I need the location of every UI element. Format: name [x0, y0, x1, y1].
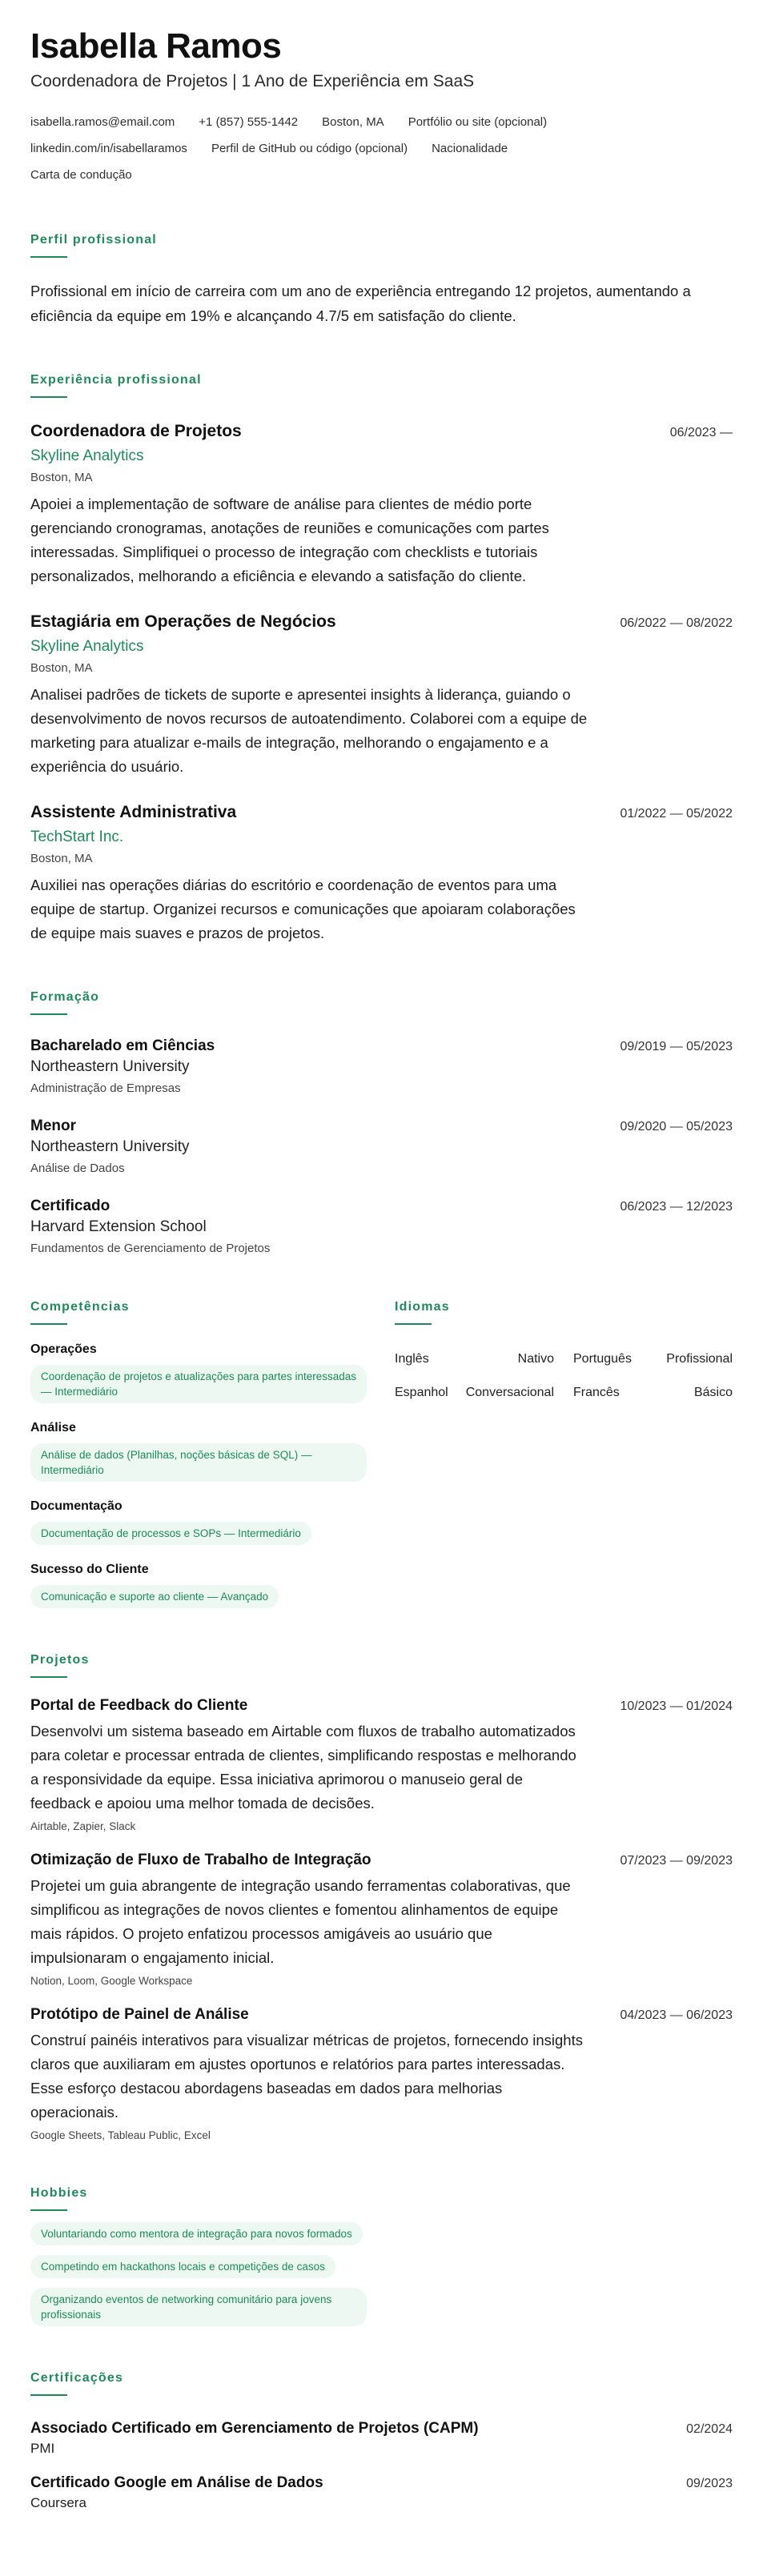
job-title: Estagiária em Operações de Negócios: [30, 612, 336, 632]
job-date: 06/2023 —: [669, 426, 733, 440]
language-level: Básico: [693, 1386, 733, 1400]
language-name: Inglês: [395, 1352, 429, 1366]
skill-group: [30, 1499, 395, 1545]
skill-pill: Documentação de processos e SOPs — Intermediário: [30, 1522, 311, 1545]
section-title: Projetos: [30, 1653, 90, 1667]
language-item: [573, 1376, 733, 1410]
education-item: [30, 1117, 733, 1175]
job-company: Skyline Analytics: [30, 447, 144, 465]
contact-github: Perfil de GitHub ou código (opcional): [211, 142, 408, 156]
section-divider: [30, 1323, 67, 1325]
skill-category: Análise: [30, 1421, 76, 1435]
contact-driving-license: Carta de condução: [30, 168, 132, 183]
job-description: Analisei padrões de tickets de suporte e apresentei insights à liderança, guiando o desenvolvimento de novos recursos de autoatendimento. Colaborei com a equipe de marketing para atualizar e-mails de integração, melhorando o engajamento e a experiência do usuário.: [30, 686, 588, 776]
certification-item: [30, 2420, 733, 2457]
candidate-subtitle: Coordenadora de Projetos | 1 Ano de Experiência em SaaS: [30, 72, 475, 91]
experience-item: [30, 612, 733, 779]
education-school: Northeastern University: [30, 1138, 190, 1156]
education-item: [30, 1198, 733, 1255]
language-level: Profissional: [666, 1352, 733, 1366]
section-divider: [395, 1323, 432, 1325]
language-name: Espanhol: [395, 1386, 448, 1400]
section-divider: [30, 2394, 67, 2396]
skill-group: [30, 1563, 395, 1608]
language-name: Português: [573, 1352, 632, 1366]
education-school: Harvard Extension School: [30, 1218, 207, 1236]
language-name: Francês: [573, 1386, 620, 1400]
project-date: 07/2023 — 09/2023: [620, 1854, 733, 1868]
job-company: Skyline Analytics: [30, 638, 144, 656]
certification-name: Associado Certificado em Gerenciamento de Projetos (CAPM): [30, 2420, 479, 2438]
job-date: 01/2022 — 05/2022: [620, 807, 733, 821]
language-item: [573, 1342, 733, 1376]
skill-pill: Análise de dados (Planilhas, noções básicas de SQL) — Intermediário: [30, 1443, 367, 1482]
job-description: Auxiliei nas operações diárias do escritório e coordenação de eventos para uma equipe de startup. Organizei recursos e comunicações que apoiaram colaborações de equipe mais suaves e prazos de projetos.: [30, 877, 576, 942]
project-description: Construí painéis interativos para visualizar métricas de projetos, fornecendo insights claros que auxiliaram em ajustes oportunos e relatórios para partes interessadas. Esse esforço destacou abordagens baseadas em dados para melhorias operacionais.: [30, 2032, 583, 2121]
candidate-name: Isabella Ramos: [30, 26, 282, 66]
job-date: 06/2022 — 08/2022: [620, 616, 733, 631]
education-degree: Certificado: [30, 1198, 110, 1215]
project-tools: Airtable, Zapier, Slack: [30, 1820, 136, 1833]
education-field: Análise de Dados: [30, 1162, 125, 1176]
language-item: [395, 1376, 554, 1410]
job-company: TechStart Inc.: [30, 829, 124, 846]
contact-nationality: Nacionalidade: [432, 142, 508, 156]
skill-pill: Coordenação de projetos e atualizações para partes interessadas — Intermediário: [30, 1365, 367, 1403]
language-list: [395, 1342, 733, 1410]
hobbies-section: [30, 2186, 733, 2326]
skills-languages-row: [30, 1300, 733, 1608]
project-description: Desenvolvi um sistema baseado em Airtable com fluxos de trabalho automatizados para coletar e processar entrada de clientes, simplificando respostas e melhorando a responsividade da equipe. Essa iniciativa aprimorou o manuseio geral de feedback e apoiou uma melhor tomada de decisões.: [30, 1723, 576, 1812]
contact-list: [30, 109, 655, 188]
hobby-pill: Organizando eventos de networking comunitário para jovens profissionais: [30, 2288, 367, 2326]
section-divider: [30, 1013, 67, 1015]
project-title: Otimização de Fluxo de Trabalho de Integração: [30, 1852, 371, 1869]
section-divider: [30, 2209, 67, 2211]
project-tools: Google Sheets, Tableau Public, Excel: [30, 2129, 211, 2142]
education-field: Fundamentos de Gerenciamento de Projetos: [30, 1242, 271, 1256]
section-divider: [30, 256, 67, 258]
skill-category: Sucesso do Cliente: [30, 1563, 149, 1577]
projects-section: [30, 1653, 733, 2141]
section-title: Certificações: [30, 2371, 124, 2385]
job-description: Apoiei a implementação de software de análise para clientes de médio porte gerenciando cronogramas, anotações de reuniões e comunicações com partes interessadas. Simplifiquei o processo de integração com checklists e tutoriais personalizados, melhorando a eficiência e elevando a satisfação do cliente.: [30, 496, 549, 585]
project-title: Portal de Feedback do Cliente: [30, 1697, 248, 1715]
education-field: Administração de Empresas: [30, 1081, 181, 1096]
contact-email: isabella.ramos@email.com: [30, 115, 175, 130]
project-item: [30, 1697, 733, 1832]
job-location: Boston, MA: [30, 661, 93, 676]
contact-phone: +1 (857) 555-1442: [199, 115, 299, 130]
skills-section: [30, 1300, 395, 1608]
section-title: Formação: [30, 990, 100, 1005]
hobby-pill: Voluntariando como mentora de integração para novos formados: [30, 2222, 363, 2245]
education-degree: Bacharelado em Ciências: [30, 1037, 215, 1055]
project-item: [30, 2006, 733, 2141]
section-divider: [30, 1676, 67, 1678]
job-title: Coordenadora de Projetos: [30, 422, 242, 441]
profile-section: [30, 233, 733, 328]
skill-group: [30, 1342, 395, 1403]
project-date: 10/2023 — 01/2024: [620, 1699, 733, 1714]
profile-summary: Profissional em início de carreira com um ano de experiência entregando 12 projetos, aumentando a eficiência da equipe em 19% e alcançando 4.7/5 em satisfação do cliente.: [30, 283, 691, 325]
skill-category: Documentação: [30, 1499, 122, 1514]
languages-section: [395, 1300, 733, 1608]
section-title: Idiomas: [395, 1300, 450, 1314]
project-title: Protótipo de Painel de Análise: [30, 2006, 249, 2024]
contact-linkedin: linkedin.com/in/isabellaramos: [30, 142, 187, 156]
resume-header: [30, 27, 733, 188]
certification-issuer: Coursera: [30, 2495, 86, 2511]
job-title: Assistente Administrativa: [30, 803, 237, 822]
project-item: [30, 1852, 733, 1987]
certification-date: 02/2024: [686, 2422, 733, 2437]
section-title: Competências: [30, 1300, 130, 1314]
project-date: 04/2023 — 06/2023: [620, 2008, 733, 2023]
certifications-section: [30, 2371, 733, 2511]
certification-item: [30, 2474, 733, 2511]
hobby-list: [30, 2222, 733, 2326]
language-level: Nativo: [517, 1352, 554, 1366]
education-section: [30, 990, 733, 1255]
certification-name: Certificado Google em Análise de Dados: [30, 2474, 323, 2492]
contact-portfolio: Portfólio ou site (opcional): [408, 115, 548, 130]
education-date: 09/2019 — 05/2023: [620, 1040, 733, 1054]
education-date: 09/2020 — 05/2023: [620, 1120, 733, 1134]
hobby-pill: Competindo em hackathons locais e competições de casos: [30, 2255, 335, 2278]
job-location: Boston, MA: [30, 852, 93, 866]
skill-category: Operações: [30, 1342, 97, 1357]
language-level: Conversacional: [465, 1386, 554, 1400]
certification-issuer: PMI: [30, 2441, 55, 2457]
experience-item: [30, 422, 733, 588]
education-item: [30, 1037, 733, 1095]
section-title: Hobbies: [30, 2186, 88, 2201]
experience-item: [30, 803, 733, 945]
job-location: Boston, MA: [30, 471, 93, 485]
experience-section: [30, 373, 733, 945]
project-description: Projetei um guia abrangente de integração usando ferramentas colaborativas, que simplificou as integrações de novos clientes e fomentou alinhamentos de equipe mais rápidos. O projeto enfatizou processos amigáveis ao usuário que impulsionaram o engajamento inicial.: [30, 1877, 571, 1967]
skill-pill: Comunicação e suporte ao cliente — Avançado: [30, 1585, 279, 1608]
language-item: [395, 1342, 554, 1376]
section-title: Experiência profissional: [30, 373, 202, 387]
project-tools: Notion, Loom, Google Workspace: [30, 1975, 193, 1988]
skill-group: [30, 1421, 395, 1482]
education-school: Northeastern University: [30, 1058, 190, 1076]
certification-date: 09/2023: [686, 2477, 733, 2491]
education-date: 06/2023 — 12/2023: [620, 1200, 733, 1214]
education-degree: Menor: [30, 1117, 76, 1135]
section-title: Perfil profissional: [30, 233, 157, 247]
section-divider: [30, 396, 67, 398]
contact-location: Boston, MA: [322, 115, 384, 130]
